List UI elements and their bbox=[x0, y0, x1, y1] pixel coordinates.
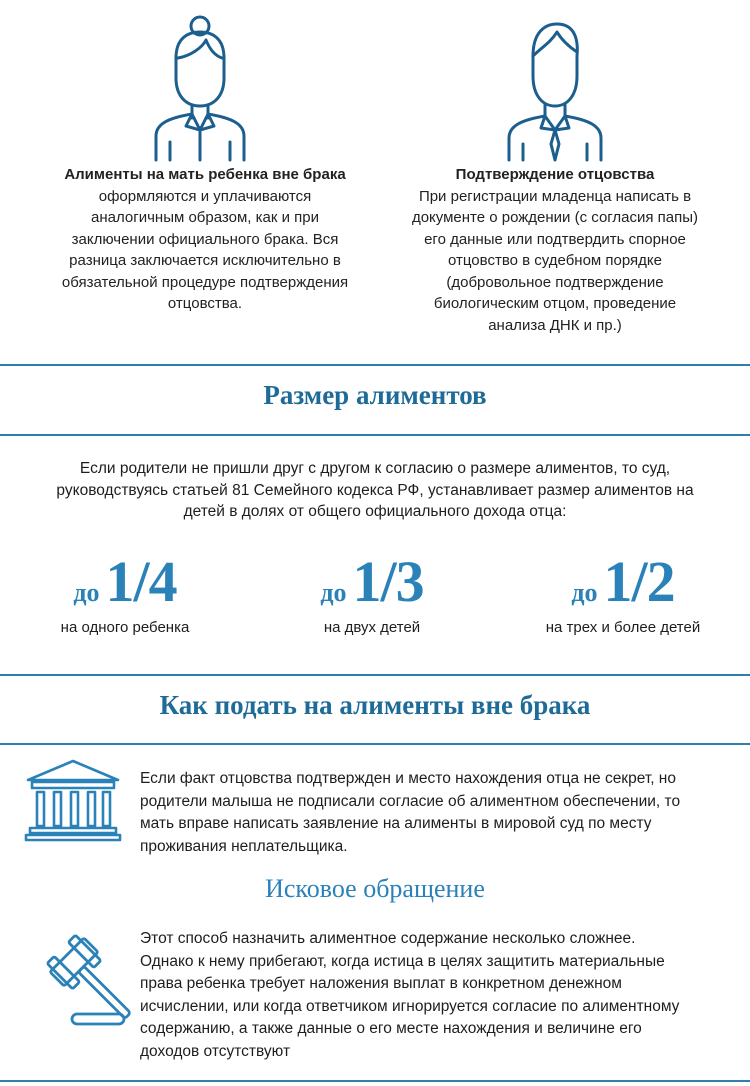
share-prefix: до bbox=[73, 578, 100, 607]
man-icon bbox=[505, 18, 605, 162]
claim-line: доходов отсутствуют bbox=[140, 1042, 291, 1060]
mother-line: отцовства. bbox=[167, 295, 243, 312]
share-two-children bbox=[262, 548, 482, 636]
mother-line: заключении официального брака. Вся bbox=[71, 230, 339, 248]
section-divider bbox=[0, 674, 750, 676]
share-caption: на одного ребенка bbox=[60, 619, 190, 636]
father-line: анализа ДНК и пр.) bbox=[488, 316, 622, 334]
section-divider bbox=[0, 743, 750, 745]
share-three-children bbox=[513, 548, 733, 636]
share-caption: на двух детей bbox=[323, 619, 421, 636]
share-value: 1/2 bbox=[603, 549, 675, 614]
share-prefix: до bbox=[320, 578, 347, 607]
claim-text bbox=[140, 928, 745, 1063]
section-divider bbox=[0, 1080, 750, 1082]
mother-line: обязательной процедуре подтверждения bbox=[61, 273, 349, 291]
intro-line: руководствуясь статьей 81 Семейного кодекса РФ, устанавливает размер алиментов на bbox=[56, 481, 694, 499]
courthouse-icon bbox=[24, 758, 122, 842]
share-caption: на трех и более детей bbox=[545, 619, 701, 636]
claim-title: Исковое обращение bbox=[265, 874, 485, 903]
claim-line: исчислении, или когда ответчиком игнорируется согласие по алиментному bbox=[140, 997, 680, 1015]
court-line: мать вправе написать заявление на алименты в мировой суд по месту bbox=[140, 815, 652, 832]
father-line: (добровольное подтверждение bbox=[446, 273, 664, 291]
court-line: Если факт отцовства подтвержден и место нахождения отца не секрет, но bbox=[140, 770, 676, 787]
apply-section-title: Как подать на алименты вне брака bbox=[159, 690, 591, 720]
size-intro bbox=[10, 458, 740, 523]
claim-line: Этот способ назначить алиментное содержание несколько сложнее. bbox=[140, 930, 636, 947]
section-divider bbox=[0, 434, 750, 436]
intro-line: Если родители не пришли друг с другом к согласию о размере алиментов, то суд, bbox=[79, 460, 671, 477]
court-text bbox=[140, 768, 745, 858]
section-divider bbox=[0, 364, 750, 366]
mother-block bbox=[20, 164, 390, 315]
father-block bbox=[370, 164, 740, 336]
share-prefix: до bbox=[571, 578, 598, 607]
mother-line: аналогичным образом, как и при bbox=[91, 209, 319, 226]
mother-title: Алименты на мать ребенка вне брака bbox=[64, 166, 346, 183]
father-title: Подтверждение отцовства bbox=[455, 166, 655, 183]
size-section-title: Размер алиментов bbox=[263, 380, 487, 410]
intro-line: детей в долях от общего официального дохода отца: bbox=[183, 503, 567, 520]
court-line: проживания неплательщика. bbox=[140, 837, 348, 855]
share-value: 1/3 bbox=[352, 549, 424, 614]
woman-icon bbox=[150, 14, 250, 162]
father-line: его данные или подтвердить спорное bbox=[424, 230, 686, 248]
share-one-child bbox=[15, 548, 235, 636]
claim-line: содержанию, а также данные о его месте нахождения и величине его bbox=[140, 1020, 642, 1037]
mother-line: разница заключается исключительно в bbox=[69, 252, 341, 269]
father-line: При регистрации младенца написать в bbox=[418, 187, 692, 205]
mother-line: оформляются и уплачиваются bbox=[98, 187, 312, 205]
share-value: 1/4 bbox=[105, 549, 177, 614]
father-line: документе о рождении (с согласия папы) bbox=[411, 209, 699, 226]
father-line: отцовство в судебном порядке bbox=[448, 252, 662, 269]
court-line: родители малыша не подписали согласие об алиментном обеспечении, то bbox=[140, 792, 681, 810]
claim-line: Однако к нему прибегают, когда истица в целях защитить материальные bbox=[140, 952, 665, 970]
father-line: биологическим отцом, проведение bbox=[433, 295, 677, 312]
gavel-icon bbox=[20, 928, 138, 1034]
claim-line: права ребенка требует наложения выплат в конкретном денежном bbox=[140, 975, 622, 992]
